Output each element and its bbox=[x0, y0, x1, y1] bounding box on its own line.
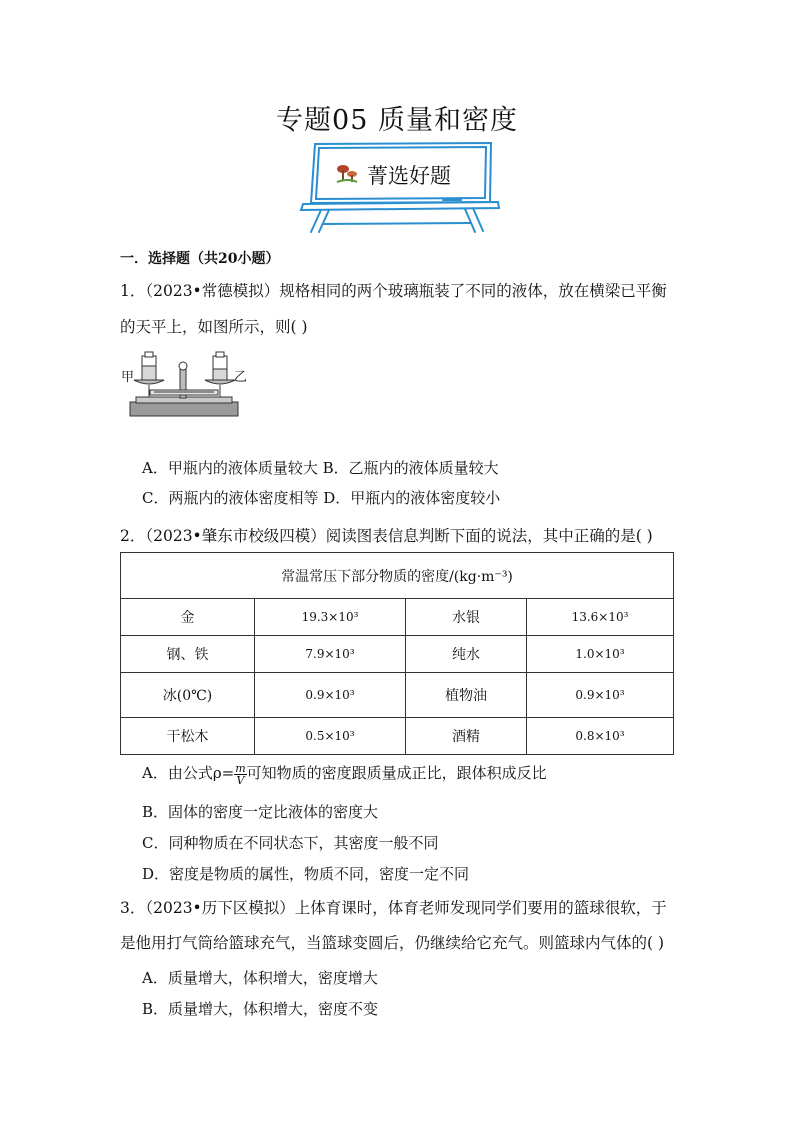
q1-stem-line1: 1．（2023•常德模拟）规格相同的两个玻璃瓶装了不同的液体，放在横梁已平衡 bbox=[120, 282, 667, 300]
balance-scale-figure bbox=[120, 350, 248, 418]
table-cell: 19.3×10³ bbox=[255, 599, 406, 636]
q2-stem: 2．（2023•肇东市校级四模）阅读图表信息判断下面的说法，其中正确的是( ) bbox=[120, 527, 653, 545]
table-cell: 水银 bbox=[406, 599, 527, 636]
table-row bbox=[121, 718, 674, 755]
fraction-denominator: V bbox=[236, 773, 245, 787]
q2-option-d: D．密度是物质的属性，物质不同，密度一定不同 bbox=[142, 865, 470, 883]
table-cell: 纯水 bbox=[406, 636, 527, 673]
q2-option-a-suffix: 可知物质的密度跟质量成正比，跟体积成反比 bbox=[246, 764, 547, 782]
density-table-caption: 常温常压下部分物质的密度/(kg·m⁻³) bbox=[121, 553, 674, 599]
q1-label-jia: 甲 bbox=[121, 370, 135, 385]
fraction-numerator: m bbox=[235, 761, 246, 775]
badge-label: 菁选好题 bbox=[367, 164, 451, 188]
table-cell: 金 bbox=[121, 599, 255, 636]
page-title: 专题05 质量和密度 bbox=[276, 105, 518, 136]
q3-stem-line1: 3．（2023•历下区模拟）上体育课时，体育老师发现同学们要用的篮球很软，于 bbox=[120, 899, 667, 917]
q3-stem-line2: 是他用打气筒给篮球充气，当篮球变圆后，仍继续给它充气。则篮球内气体的( ) bbox=[120, 934, 665, 952]
table-cell: 干松木 bbox=[121, 718, 255, 755]
table-cell: 冰(0℃) bbox=[121, 673, 255, 718]
table-cell: 钢、铁 bbox=[121, 636, 255, 673]
q1-options-ab: A．甲瓶内的液体质量较大 B．乙瓶内的液体质量较大 bbox=[142, 459, 499, 477]
table-cell: 0.9×10³ bbox=[255, 673, 406, 718]
q1-stem-line2: 的天平上，如图所示，则( ) bbox=[120, 318, 308, 336]
table-row bbox=[121, 673, 674, 718]
table-cell: 0.9×10³ bbox=[527, 673, 674, 718]
q1-label-yi: 乙 bbox=[234, 370, 248, 385]
table-cell: 7.9×10³ bbox=[255, 636, 406, 673]
q2-option-a bbox=[142, 762, 547, 786]
q3-option-b: B．质量增大，体积增大，密度不变 bbox=[142, 1000, 379, 1018]
density-formula-fraction bbox=[234, 763, 246, 786]
density-table bbox=[120, 552, 674, 755]
table-cell: 13.6×10³ bbox=[527, 599, 674, 636]
section-heading: 一．选择题（共20小题） bbox=[120, 251, 280, 267]
table-cell: 0.5×10³ bbox=[255, 718, 406, 755]
table-row bbox=[121, 636, 674, 673]
q2-option-c: C．同种物质在不同状态下，其密度一般不同 bbox=[142, 834, 439, 852]
mushroom-icon bbox=[337, 165, 357, 182]
q2-option-b: B．固体的密度一定比液体的密度大 bbox=[142, 803, 379, 821]
table-cell: 1.0×10³ bbox=[527, 636, 674, 673]
table-cell: 植物油 bbox=[406, 673, 527, 718]
q1-options-cd: C．两瓶内的液体密度相等 D．甲瓶内的液体密度较小 bbox=[142, 489, 501, 507]
q2-option-a-prefix: A．由公式ρ= bbox=[142, 764, 235, 782]
table-cell: 酒精 bbox=[406, 718, 527, 755]
q3-option-a: A．质量增大，体积增大，密度增大 bbox=[142, 969, 378, 987]
table-cell: 0.8×10³ bbox=[527, 718, 674, 755]
table-row bbox=[121, 599, 674, 636]
